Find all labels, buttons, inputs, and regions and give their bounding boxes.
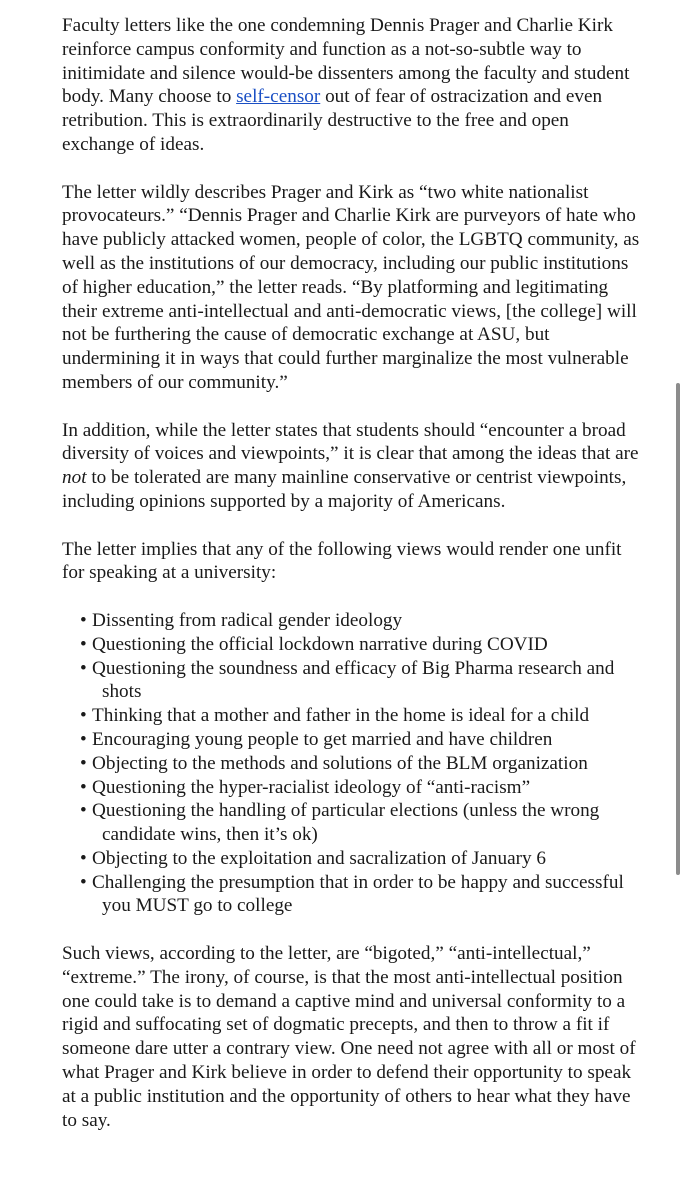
list-item-text: Encouraging young people to get married and have children xyxy=(92,728,553,750)
list-item-text: Thinking that a mother and father in the home is ideal for a child xyxy=(92,705,590,727)
paragraph-faculty-letters xyxy=(62,14,643,157)
list-item xyxy=(80,633,643,657)
list-item-text: Questioning the handling of particular elections (unless the wrong candidate wins, then it’s ok) xyxy=(92,800,600,846)
list-item-text: Questioning the soundness and efficacy of Big Pharma research and shots xyxy=(92,657,615,703)
list-item-text: Dissenting from radical gender ideology xyxy=(92,609,403,631)
list-item-text: Objecting to the exploitation and sacralization of January 6 xyxy=(92,847,546,869)
bullet-icon: • xyxy=(80,776,87,798)
list-item xyxy=(80,704,643,728)
list-item xyxy=(80,657,643,705)
list-item xyxy=(80,847,643,871)
bullet-icon: • xyxy=(80,705,87,727)
paragraph-diversity-claim xyxy=(62,419,643,514)
list-item xyxy=(80,776,643,800)
list-item-text: Objecting to the methods and solutions of the BLM organization xyxy=(92,752,588,774)
emphasis-not: not xyxy=(62,467,87,489)
bullet-icon: • xyxy=(80,871,87,893)
bullet-icon: • xyxy=(80,752,87,774)
list-item xyxy=(80,799,643,847)
paragraph-text: In addition, while the letter states that students should “encounter a broad diversity of voices and viewpoints,” it is clear that among the ideas that are xyxy=(62,419,639,465)
paragraph-letter-description: The letter wildly describes Prager and Kirk as “two white nationalist provocateurs.” “Dennis Prager and Charlie Kirk are purveyors of hate who have publicly attacked women, people of color, the LGBTQ community, as well as the institutions of our democracy, including our public institutions of higher education,” the letter reads. “By platforming and legitimating their extreme anti-intellectual and anti-democratic views, [the college] will not be furthering the cause of democratic exchange at ASU, but undermining it in ways that could further marginalize the most vulnerable members of our community.” xyxy=(62,181,640,393)
bullet-icon: • xyxy=(80,728,87,750)
list-item-text: Challenging the presumption that in order to be happy and successful you MUST go to college xyxy=(92,871,624,917)
list-item xyxy=(80,871,643,919)
list-item-text: Questioning the official lockdown narrative during COVID xyxy=(92,633,548,655)
list-item xyxy=(80,728,643,752)
list-item xyxy=(80,752,643,776)
paragraph-irony-conclusion: Such views, according to the letter, are “bigoted,” “anti-intellectual,” “extreme.” The irony, of course, is that the most anti-intellectual position one could take is to demand a captive mind and universal conformity to a rigid and suffocating set of dogmatic precepts, and then to throw a fit if someone dare utter a contrary view. One need not agree with all or most of what Prager and Kirk believe in order to defend their opportunity to speak at a public institution and the opportunity of others to hear what they have to say. xyxy=(62,943,636,1131)
paragraph-text: Faculty letters like the one condemning Dennis Prager and Charlie Kirk reinforce campus conformity and function as a not-so-subtle way to initimidate and silence would-be dissenters among the faculty and student body. Many choose to xyxy=(62,15,630,108)
list-item-text: Questioning the hyper-racialist ideology of “anti-racism” xyxy=(92,776,531,798)
bullet-icon: • xyxy=(80,633,87,655)
bullet-icon: • xyxy=(80,847,87,869)
scrollbar-thumb[interactable] xyxy=(676,383,680,875)
views-list xyxy=(62,609,643,918)
self-censor-link[interactable]: self-censor xyxy=(236,86,321,108)
paragraph-views-intro: The letter implies that any of the following views would render one unfit for speaking at a university: xyxy=(62,538,622,584)
bullet-icon: • xyxy=(80,800,87,822)
list-item xyxy=(80,609,643,633)
bullet-icon: • xyxy=(80,609,87,631)
bullet-icon: • xyxy=(80,657,87,679)
paragraph-text: out of fear of ostracization and even retribution. This is extraordinarily destructive to the free and open exchange of ideas. xyxy=(62,86,603,155)
paragraph-text: to be tolerated are many mainline conservative or centrist viewpoints, including opinions supported by a majority of Americans. xyxy=(62,467,627,512)
